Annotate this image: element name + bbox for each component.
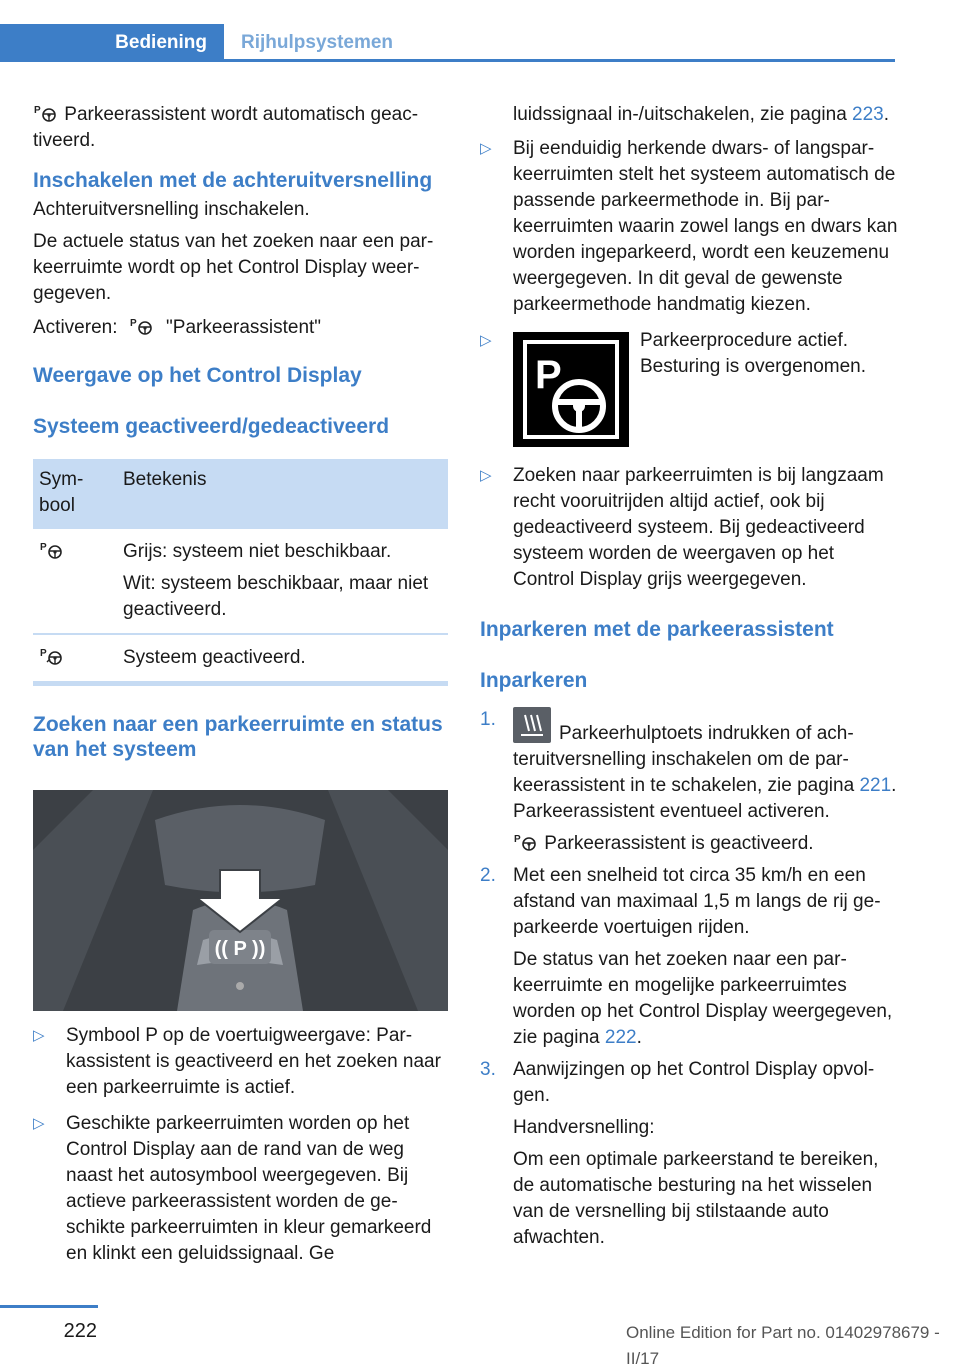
continuation-body: luidssignaal in-/uitschakelen, zie pagina [513, 104, 847, 125]
parking-assistant-icon [39, 540, 65, 560]
table-header-row [33, 459, 448, 529]
heading-search-status: Zoeken naar een parkeerruimte en status van het systeem [33, 713, 443, 761]
bullet-text: Geschikte parkeerruimten worden op het Control Display aan de rand van de weg naast het autosymbool weergegeven. Bij actieve parkeerassistent worden de geschikte parkeerruimten in kleur gemarkeerd en klinkt een geluidssignaal. Ge [66, 1113, 432, 1264]
list-item [480, 136, 898, 318]
triangle-bullet-icon: ▷ [480, 140, 492, 157]
step-number: 1. [480, 709, 496, 730]
page-number: 222 [63, 1320, 97, 1342]
svg-text:(( P )): (( P )) [214, 938, 266, 960]
heading-park-assistant: Inparkeren met de parkeerassistent [480, 618, 834, 641]
page-link-223[interactable]: 223 [852, 104, 884, 125]
activate-value: "Parkeerassistent" [166, 317, 322, 338]
reverse-status-text: De actuele status van het zoeken naar een parkeerruimte wordt op het Control Display weergegeven. [33, 231, 434, 304]
activate-label: Activeren: [33, 317, 118, 338]
heading-system-status: Systeem geactiveerd/gedeactiveerd [33, 415, 390, 438]
meaning-white: Wit: systeem beschikbaar, maar niet geactiveerd. [123, 573, 429, 620]
meaning-active: Systeem geactiveerd. [117, 634, 448, 684]
step-sub-text: Parkeerassistent is geactiveerd. [544, 833, 814, 854]
left-column [33, 102, 448, 1267]
list-item [480, 328, 898, 453]
bullet-text: Zoeken naar parkeerruimten is bij langzaam recht vooruitrijden altijd actief, ook bij gedeactiveerd systeem. Bij gedeactiveerd systeem worden de weergaven op het Control Display grijs weergegeven. [513, 465, 884, 590]
list-item [480, 463, 898, 593]
footer-rule [0, 1305, 98, 1308]
step-number: 2. [480, 865, 496, 886]
intro-text: Parkeerassistent wordt automatisch geactiveerd. [33, 104, 419, 151]
step-text: Aanwijzingen op het Control Display opvolgen. [513, 1059, 875, 1106]
bullet-text: Bij eenduidig herkende dwars- of langsparkeerruimten stelt het systeem automatisch de passende parkeermethode in. Bij parkeerruimten waarin zowel langs en dwars kan worden ingeparkeerd, wordt een keuzemenu weergegeven. In dit geval de gewenste parkeermethode handmatig kiezen. [513, 138, 898, 315]
svg-text:P: P [535, 353, 562, 397]
vehicle-display-illustration [33, 790, 448, 1011]
heading-control-display: Weergave op het Control Display [33, 364, 362, 387]
triangle-bullet-icon: ▷ [480, 332, 492, 349]
col-symbol: Symbool [33, 459, 117, 529]
table-row [33, 634, 448, 684]
right-column [480, 102, 898, 1251]
table-row [33, 529, 448, 634]
parking-assistant-active-icon [513, 832, 539, 852]
list-item [480, 1057, 898, 1251]
parking-assistant-icon [129, 316, 155, 336]
tab-bediening[interactable]: Bediening [0, 24, 224, 62]
parking-assistant-active-icon [39, 646, 65, 666]
activate-line [33, 315, 448, 341]
step-number: 3. [480, 1059, 496, 1080]
triangle-bullet-icon: ▷ [33, 1115, 45, 1132]
symbol-table [33, 459, 448, 686]
list-item [33, 1023, 448, 1101]
tab-rijhulpsystemen[interactable]: Rijhulpsystemen [224, 24, 895, 62]
svg-text:P: P [40, 648, 47, 659]
step-sub [513, 831, 898, 857]
continuation-text: luidssignaal in-/uitschakelen, zie pagina 223. [513, 104, 890, 125]
svg-text:P: P [40, 542, 47, 553]
heading-reverse-gear: Inschakelen met de achteruitversnelling [33, 169, 433, 192]
edition-note: Online Edition for Part no. 01402978679 - II/17 [626, 1323, 940, 1368]
list-item [33, 1111, 448, 1267]
step-sub-text: De status van het zoeken naar een parkeerruimte en mogelijke parkeerruimtes worden op het Control Display weergegeven, zie pagina [513, 949, 893, 1048]
col-meaning: Betekenis [117, 459, 448, 529]
svg-text:P: P [514, 834, 521, 845]
list-item [480, 707, 898, 857]
svg-text:P: P [34, 105, 41, 116]
page-link-221[interactable]: 221 [859, 775, 892, 796]
svg-text:P: P [129, 318, 137, 329]
heading-inparkeren: Inparkeren [480, 669, 588, 692]
park-button-icon [513, 707, 551, 743]
meaning-grey: Grijs: systeem niet beschikbaar. [123, 541, 392, 562]
bullet-text: Symbool P op de voertuigweergave: Parkassistent is geactiveerd en het zoeken naar een parkeerruimte is actief. [66, 1025, 441, 1098]
step-text: Parkeerhulptoets indrukken of achteruitversnelling inschakelen om de parkeerassistent in te schakelen, zie pagina [513, 723, 855, 796]
reverse-instruction: Achteruitversnelling inschakelen. [33, 199, 310, 220]
step-text: Met een snelheid tot circa 35 km/h en een afstand van maximaal 1,5 m langs de rij geparkeerde voertuigen rijden. [513, 865, 881, 938]
list-item [480, 863, 898, 1051]
step-sub: De status van het zoeken naar een parkeerruimte en mogelijke parkeerruimtes worden op het Control Display weergegeven, zie pagina 222. [513, 949, 893, 1048]
header-bar [0, 24, 895, 62]
step-text-tail: . Parkeerassistent eventueel activeren. [513, 775, 897, 822]
page-link-222[interactable]: 222 [604, 1027, 637, 1048]
parking-active-symbol-icon [513, 332, 629, 447]
triangle-bullet-icon: ▷ [480, 467, 492, 484]
triangle-bullet-icon: ▷ [33, 1027, 45, 1044]
intro-paragraph [33, 102, 448, 154]
bullet-text: Parkeerprocedure actief. Besturing is overgenomen. [640, 330, 867, 377]
parking-assistant-icon [33, 103, 59, 123]
step-sub: Handversnelling: [513, 1117, 655, 1138]
step-sub: Om een optimale parkeerstand te bereiken, de automatische besturing na het wisselen van de versnelling bij stilstaande auto afwachten. [513, 1149, 879, 1248]
